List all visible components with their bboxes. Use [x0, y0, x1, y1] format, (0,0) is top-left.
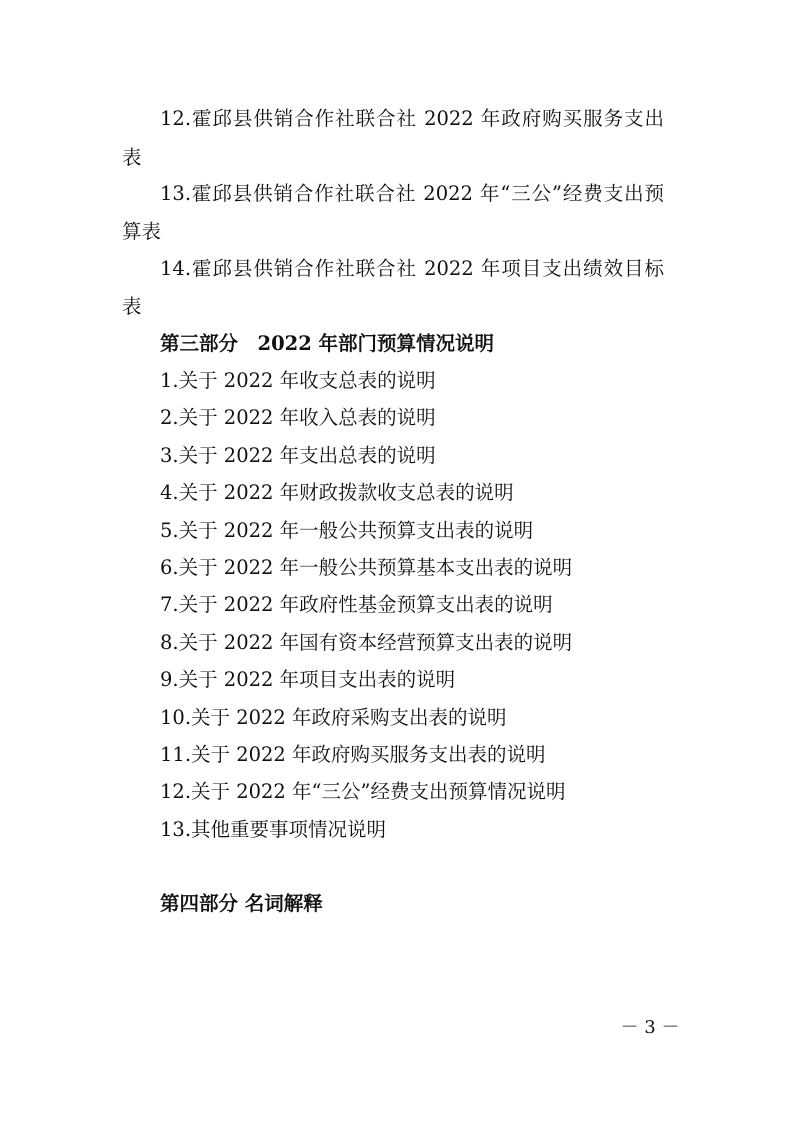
part-3-item-6: 6.关于 2022 年一般公共预算基本支出表的说明 — [160, 556, 573, 579]
part-3-item-5: 5.关于 2022 年一般公共预算支出表的说明 — [160, 519, 534, 542]
part-3-heading: 第三部分 2022 年部门预算情况说明 — [160, 332, 495, 355]
part-3-item-8: 8.关于 2022 年国有资本经营预算支出表的说明 — [160, 631, 573, 654]
part-3-item-4: 4.关于 2022 年财政拨款收支总表的说明 — [160, 481, 514, 504]
part-3-item-2: 2.关于 2022 年收入总表的说明 — [160, 406, 436, 429]
page-number: － 3 － — [620, 1017, 680, 1038]
toc-item-14-line-2: 表 — [122, 295, 142, 318]
part-3-item-1: 1.关于 2022 年收支总表的说明 — [160, 369, 436, 392]
toc-item-14-line-1: 14.霍邱县供销合作社联合社 2022 年项目支出绩效目标 — [160, 257, 664, 280]
toc-item-12-line-2: 表 — [122, 146, 142, 169]
part-3-item-13: 13.其他重要事项情况说明 — [160, 818, 387, 841]
part-4-heading: 第四部分 名词解释 — [160, 892, 323, 915]
part-3-item-9: 9.关于 2022 年项目支出表的说明 — [160, 668, 456, 691]
toc-item-13-line-2: 算表 — [122, 220, 162, 243]
part-3-item-3: 3.关于 2022 年支出总表的说明 — [160, 444, 436, 467]
part-3-item-12: 12.关于 2022 年“三公”经费支出预算情况说明 — [160, 780, 566, 803]
part-3-item-11: 11.关于 2022 年政府购买服务支出表的说明 — [160, 743, 546, 766]
part-3-item-7: 7.关于 2022 年政府性基金预算支出表的说明 — [160, 593, 553, 616]
toc-item-13-line-1: 13.霍邱县供销合作社联合社 2022 年“三公”经费支出预 — [160, 182, 664, 205]
toc-item-12-line-1: 12.霍邱县供销合作社联合社 2022 年政府购买服务支出 — [160, 107, 664, 130]
part-3-item-10: 10.关于 2022 年政府采购支出表的说明 — [160, 706, 507, 729]
